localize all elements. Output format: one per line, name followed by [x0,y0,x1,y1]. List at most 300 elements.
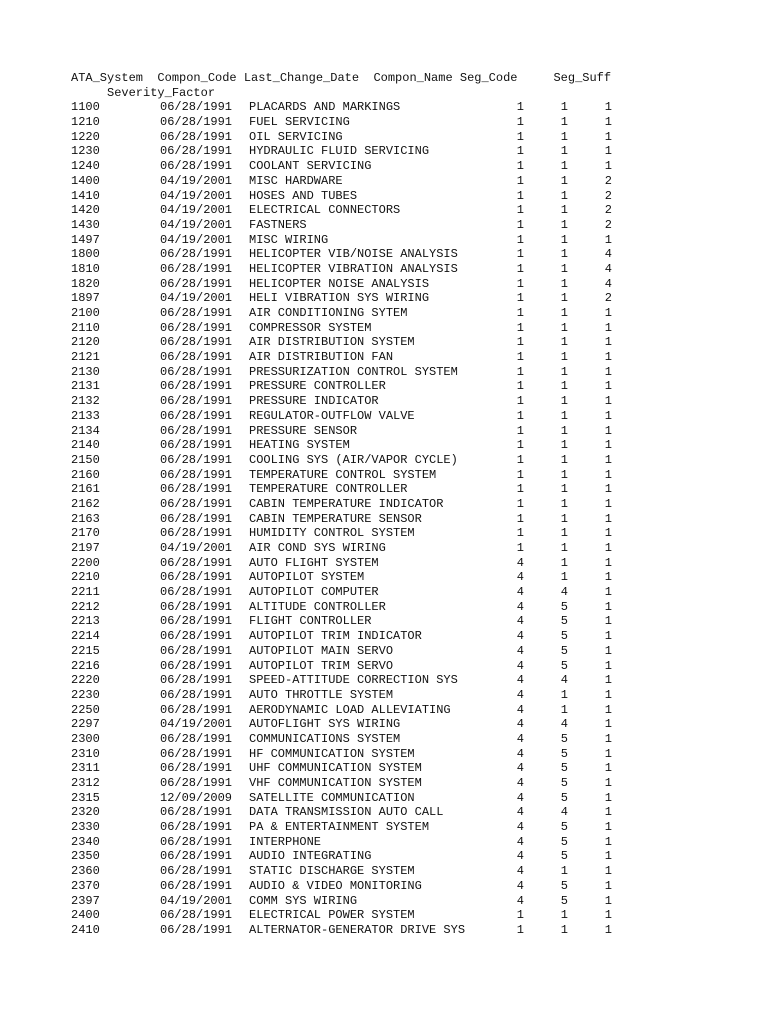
table-row [71,174,611,189]
seg-code-cell: 4 [516,585,524,600]
last-change-date-cell: 06/28/1991 [160,820,233,835]
table-row [71,379,611,394]
compon-name-cell: PRESSURE SENSOR [249,423,358,438]
last-change-date-cell: 06/28/1991 [160,878,233,893]
table-row [71,424,611,439]
document-page [71,71,611,938]
severity-factor-cell: 1 [604,687,612,702]
ata-system-cell: 2130 [71,364,100,379]
ata-system-cell: 2300 [71,731,100,746]
seg-code-cell: 1 [516,364,524,379]
seg-code-cell: 1 [516,922,524,937]
seg-suff-cell: 5 [560,790,568,805]
ata-system-cell: 2161 [71,482,100,497]
last-change-date-cell: 06/28/1991 [160,599,233,614]
ata-system-cell: 2216 [71,658,100,673]
last-change-date-cell: 06/28/1991 [160,731,233,746]
seg-suff-cell: 1 [560,144,568,159]
compon-name-cell: AERODYNAMIC LOAD ALLEVIATING [249,702,451,717]
seg-suff-cell: 5 [560,643,568,658]
seg-suff-cell: 1 [560,276,568,291]
seg-code-cell: 4 [516,555,524,570]
column-header-line-2: Severity_Factor [71,85,216,100]
seg-code-cell: 1 [516,100,524,115]
compon-name-cell: COMPRESSOR SYSTEM [249,320,372,335]
compon-name-cell: AUTOPILOT SYSTEM [249,570,365,585]
ata-system-cell: 1800 [71,247,100,262]
last-change-date-cell: 06/28/1991 [160,496,233,511]
severity-factor-cell: 1 [604,159,612,174]
ata-system-cell: 2215 [71,643,100,658]
seg-code-cell: 1 [516,173,524,188]
compon-name-cell: PA & ENTERTAINMENT SYSTEM [249,820,430,835]
severity-factor-cell: 1 [604,423,612,438]
compon-name-cell: HELICOPTER NOISE ANALYSIS [249,276,430,291]
seg-suff-cell: 1 [560,511,568,526]
seg-code-cell: 4 [516,673,524,688]
last-change-date-cell: 06/28/1991 [160,658,233,673]
seg-suff-cell: 1 [560,188,568,203]
last-change-date-cell: 04/19/2001 [160,893,233,908]
ata-system-cell: 1897 [71,291,100,306]
last-change-date-cell: 06/28/1991 [160,746,233,761]
table-row [71,365,611,380]
table-row [71,203,611,218]
severity-factor-cell: 1 [604,834,612,849]
compon-name-cell: TEMPERATURE CONTROLLER [249,482,408,497]
seg-suff-cell: 5 [560,731,568,746]
table-row [71,761,611,776]
seg-code-cell: 1 [516,496,524,511]
last-change-date-cell: 06/28/1991 [160,687,233,702]
table-row [71,585,611,600]
compon-name-cell: PLACARDS AND MARKINGS [249,100,401,115]
compon-name-cell: HYDRAULIC FLUID SERVICING [249,144,430,159]
last-change-date-cell: 04/19/2001 [160,232,233,247]
ata-system-cell: 2160 [71,467,100,482]
table-row [71,791,611,806]
seg-code-cell: 1 [516,350,524,365]
severity-factor-cell: 1 [604,232,612,247]
ata-system-cell: 2310 [71,746,100,761]
ata-system-cell: 2170 [71,526,100,541]
seg-code-cell: 4 [516,746,524,761]
ata-system-cell: 2131 [71,379,100,394]
compon-name-cell: PRESSURE INDICATOR [249,394,379,409]
ata-system-cell: 1210 [71,115,100,130]
table-row [71,644,611,659]
table-row [71,306,611,321]
last-change-date-cell: 06/28/1991 [160,467,233,482]
table-row [71,394,611,409]
ata-system-cell: 2214 [71,629,100,644]
ata-system-cell: 2150 [71,452,100,467]
seg-suff-cell: 1 [560,291,568,306]
table-row [71,497,611,512]
severity-factor-cell: 1 [604,129,612,144]
table-row [71,321,611,336]
ata-system-cell: 1220 [71,129,100,144]
table-row [71,350,611,365]
compon-name-cell: AUTOPILOT MAIN SERVO [249,643,394,658]
last-change-date-cell: 06/28/1991 [160,702,233,717]
seg-code-cell: 1 [516,467,524,482]
seg-code-cell: 1 [516,217,524,232]
last-change-date-cell: 04/19/2001 [160,188,233,203]
severity-factor-cell: 1 [604,144,612,159]
seg-code-cell: 1 [516,335,524,350]
ata-system-cell: 2360 [71,864,100,879]
table-row [71,409,611,424]
seg-code-cell: 4 [516,805,524,820]
last-change-date-cell: 06/28/1991 [160,643,233,658]
seg-code-cell: 1 [516,276,524,291]
last-change-date-cell: 06/28/1991 [160,849,233,864]
ata-system-cell: 2350 [71,849,100,864]
table-row [71,541,611,556]
severity-factor-cell: 1 [604,364,612,379]
severity-factor-cell: 1 [604,643,612,658]
ata-system-cell: 2120 [71,335,100,350]
last-change-date-cell: 06/28/1991 [160,629,233,644]
compon-name-cell: REGULATOR-OUTFLOW VALVE [249,408,415,423]
ata-system-cell: 1820 [71,276,100,291]
seg-code-cell: 1 [516,232,524,247]
compon-name-cell: AIR DISTRIBUTION FAN [249,350,394,365]
table-row [71,189,611,204]
table-row [71,468,611,483]
severity-factor-cell: 1 [604,482,612,497]
seg-suff-cell: 5 [560,614,568,629]
seg-suff-cell: 5 [560,746,568,761]
severity-factor-cell: 2 [604,217,612,232]
ata-system-cell: 1400 [71,173,100,188]
severity-factor-cell: 4 [604,247,612,262]
table-row [71,879,611,894]
table-row [71,526,611,541]
severity-factor-cell: 1 [604,599,612,614]
seg-code-cell: 1 [516,247,524,262]
ata-system-cell: 2311 [71,761,100,776]
seg-suff-cell: 5 [560,849,568,864]
compon-name-cell: HELICOPTER VIB/NOISE ANALYSIS [249,247,458,262]
last-change-date-cell: 06/28/1991 [160,129,233,144]
table-row [71,673,611,688]
seg-suff-cell: 1 [560,922,568,937]
ata-system-cell: 1100 [71,100,100,115]
seg-code-cell: 1 [516,408,524,423]
seg-suff-cell: 1 [560,452,568,467]
seg-code-cell: 4 [516,790,524,805]
compon-name-cell: SATELLITE COMMUNICATION [249,790,415,805]
severity-factor-cell: 2 [604,173,612,188]
seg-suff-cell: 4 [560,585,568,600]
seg-code-cell: 1 [516,291,524,306]
last-change-date-cell: 06/28/1991 [160,247,233,262]
table-row [71,233,611,248]
severity-factor-cell: 1 [604,511,612,526]
ata-system-cell: 2220 [71,673,100,688]
compon-name-cell: AUTO THROTTLE SYSTEM [249,687,394,702]
compon-name-cell: COMM SYS WIRING [249,893,358,908]
severity-factor-cell: 1 [604,306,612,320]
seg-code-cell: 4 [516,893,524,908]
last-change-date-cell: 04/19/2001 [160,291,233,306]
ata-system-cell: 2230 [71,687,100,702]
seg-suff-cell: 1 [560,423,568,438]
ata-system-cell: 2330 [71,820,100,835]
compon-name-cell: AUDIO INTEGRATING [249,849,372,864]
seg-code-cell: 1 [516,203,524,218]
seg-suff-cell: 1 [560,159,568,174]
compon-name-cell: UHF COMMUNICATION SYSTEM [249,761,422,776]
severity-factor-cell: 1 [604,820,612,835]
severity-factor-cell: 1 [604,335,612,350]
seg-suff-cell: 1 [560,232,568,247]
compon-name-cell: HOSES AND TUBES [249,188,358,203]
severity-factor-cell: 1 [604,746,612,761]
severity-factor-cell: 1 [604,614,612,629]
last-change-date-cell: 06/28/1991 [160,159,233,174]
seg-suff-cell: 5 [560,761,568,776]
compon-name-cell: PRESSURIZATION CONTROL SYSTEM [249,364,458,379]
last-change-date-cell: 06/28/1991 [160,364,233,379]
severity-factor-cell: 1 [604,320,612,335]
last-change-date-cell: 06/28/1991 [160,805,233,820]
table-row [71,776,611,791]
table-row [71,849,611,864]
seg-code-cell: 4 [516,864,524,879]
seg-suff-cell: 4 [560,717,568,732]
severity-factor-cell: 1 [604,541,612,555]
severity-factor-cell: 1 [604,893,612,908]
compon-name-cell: STATIC DISCHARGE SYSTEM [249,864,415,879]
ata-system-cell: 2211 [71,585,100,600]
compon-name-cell: AUTO FLIGHT SYSTEM [249,555,379,570]
seg-code-cell: 1 [516,320,524,335]
last-change-date-cell: 04/19/2001 [160,217,233,232]
seg-code-cell: 1 [516,452,524,467]
seg-suff-cell: 1 [560,364,568,379]
severity-factor-cell: 1 [604,849,612,864]
compon-name-cell: FLIGHT CONTROLLER [249,614,372,629]
last-change-date-cell: 06/28/1991 [160,276,233,291]
last-change-date-cell: 06/28/1991 [160,614,233,629]
severity-factor-cell: 1 [604,408,612,423]
table-row [71,864,611,879]
table-row [71,438,611,453]
compon-name-cell: ALTITUDE CONTROLLER [249,599,386,614]
last-change-date-cell: 04/19/2001 [160,717,233,732]
table-row [71,291,611,306]
table-row [71,144,611,159]
severity-factor-cell: 1 [604,467,612,482]
table-row [71,717,611,732]
last-change-date-cell: 06/28/1991 [160,908,233,923]
table-row [71,805,611,820]
severity-factor-cell: 1 [604,761,612,776]
severity-factor-cell: 1 [604,570,612,585]
table-row [71,100,611,115]
seg-code-cell: 4 [516,643,524,658]
compon-name-cell: OIL SERVICING [249,129,343,144]
table-row [71,908,611,923]
ata-system-cell: 2100 [71,306,100,320]
seg-suff-cell: 1 [560,100,568,115]
severity-factor-cell: 2 [604,188,612,203]
ata-system-cell: 2212 [71,599,100,614]
compon-name-cell: HEATING SYSTEM [249,438,350,453]
table-row [71,600,611,615]
ata-system-cell: 1230 [71,144,100,159]
seg-code-cell: 4 [516,849,524,864]
seg-code-cell: 4 [516,614,524,629]
last-change-date-cell: 06/28/1991 [160,306,233,320]
compon-name-cell: AUDIO & VIDEO MONITORING [249,878,422,893]
last-change-date-cell: 06/28/1991 [160,585,233,600]
table-row [71,747,611,762]
severity-factor-cell: 1 [604,776,612,790]
last-change-date-cell: 06/28/1991 [160,673,233,688]
table-row [71,835,611,850]
compon-name-cell: CABIN TEMPERATURE SENSOR [249,511,422,526]
ata-system-cell: 1497 [71,232,100,247]
seg-suff-cell: 1 [560,379,568,394]
compon-name-cell: MISC HARDWARE [249,173,343,188]
seg-suff-cell: 1 [560,438,568,453]
compon-name-cell: CABIN TEMPERATURE INDICATOR [249,496,444,511]
last-change-date-cell: 06/28/1991 [160,864,233,879]
severity-factor-cell: 1 [604,702,612,717]
last-change-date-cell: 06/28/1991 [160,100,233,115]
seg-suff-cell: 1 [560,702,568,717]
ata-system-cell: 2320 [71,805,100,820]
compon-name-cell: TEMPERATURE CONTROL SYSTEM [249,467,437,482]
table-row [71,335,611,350]
table-row [71,159,611,174]
table-row [71,556,611,571]
last-change-date-cell: 06/28/1991 [160,115,233,130]
table-row [71,570,611,585]
ata-system-cell: 2163 [71,511,100,526]
severity-factor-cell: 1 [604,908,612,923]
ata-system-cell: 1410 [71,188,100,203]
last-change-date-cell: 06/28/1991 [160,394,233,409]
seg-suff-cell: 5 [560,599,568,614]
seg-code-cell: 4 [516,834,524,849]
severity-factor-cell: 1 [604,350,612,365]
seg-suff-cell: 1 [560,908,568,923]
last-change-date-cell: 06/28/1991 [160,350,233,365]
last-change-date-cell: 06/28/1991 [160,423,233,438]
seg-suff-cell: 1 [560,115,568,130]
last-change-date-cell: 06/28/1991 [160,570,233,585]
compon-name-cell: AIR CONDITIONING SYTEM [249,306,408,320]
seg-suff-cell: 1 [560,173,568,188]
compon-name-cell: COOLING SYS (AIR/VAPOR CYCLE) [249,452,458,467]
compon-name-cell: FASTNERS [249,217,307,232]
last-change-date-cell: 06/28/1991 [160,452,233,467]
seg-suff-cell: 4 [560,673,568,688]
seg-suff-cell: 1 [560,217,568,232]
compon-name-cell: MISC WIRING [249,232,329,247]
table-row [71,247,611,262]
last-change-date-cell: 06/28/1991 [160,144,233,159]
severity-factor-cell: 1 [604,585,612,600]
seg-code-cell: 4 [516,658,524,673]
seg-code-cell: 1 [516,144,524,159]
ata-system-cell: 2213 [71,614,100,629]
last-change-date-cell: 06/28/1991 [160,511,233,526]
seg-suff-cell: 1 [560,350,568,365]
last-change-date-cell: 06/28/1991 [160,335,233,350]
compon-name-cell: PRESSURE CONTROLLER [249,379,386,394]
last-change-date-cell: 06/28/1991 [160,526,233,541]
table-row [71,277,611,292]
compon-name-cell: AIR DISTRIBUTION SYSTEM [249,335,415,350]
severity-factor-cell: 1 [604,878,612,893]
seg-code-cell: 4 [516,702,524,717]
ata-system-cell: 2210 [71,570,100,585]
seg-code-cell: 1 [516,423,524,438]
seg-code-cell: 1 [516,261,524,276]
compon-name-cell: HELI VIBRATION SYS WIRING [249,291,430,306]
compon-name-cell: DATA TRANSMISSION AUTO CALL [249,805,444,820]
last-change-date-cell: 04/19/2001 [160,173,233,188]
ata-system-cell: 1420 [71,203,100,218]
seg-code-cell: 1 [516,159,524,174]
seg-suff-cell: 1 [560,687,568,702]
compon-name-cell: COMMUNICATIONS SYSTEM [249,731,401,746]
table-row [71,262,611,277]
ata-system-cell: 2340 [71,834,100,849]
last-change-date-cell: 04/19/2001 [160,541,233,555]
seg-suff-cell: 5 [560,820,568,835]
table-row [71,629,611,644]
last-change-date-cell: 06/28/1991 [160,408,233,423]
seg-code-cell: 4 [516,776,524,790]
compon-name-cell: SPEED-ATTITUDE CORRECTION SYS [249,673,458,688]
last-change-date-cell: 06/28/1991 [160,776,233,790]
seg-code-cell: 4 [516,820,524,835]
seg-suff-cell: 1 [560,482,568,497]
compon-name-cell: AIR COND SYS WIRING [249,541,386,555]
severity-factor-cell: 1 [604,717,612,732]
table-row [71,115,611,130]
seg-code-cell: 4 [516,629,524,644]
compon-name-cell: ELECTRICAL POWER SYSTEM [249,908,415,923]
seg-suff-cell: 5 [560,776,568,790]
compon-name-cell: FUEL SERVICING [249,115,350,130]
table-row [71,453,611,468]
severity-factor-cell: 1 [604,496,612,511]
compon-name-cell: HF COMMUNICATION SYSTEM [249,746,415,761]
last-change-date-cell: 12/09/2009 [160,790,233,805]
compon-name-cell: AUTOFLIGHT SYS WIRING [249,717,401,732]
seg-suff-cell: 4 [560,805,568,820]
table-row [71,703,611,718]
seg-code-cell: 1 [516,511,524,526]
compon-name-cell: AUTOPILOT TRIM INDICATOR [249,629,422,644]
seg-suff-cell: 5 [560,834,568,849]
ata-system-cell: 1810 [71,261,100,276]
ata-system-cell: 2110 [71,320,100,335]
severity-factor-cell: 1 [604,379,612,394]
last-change-date-cell: 06/28/1991 [160,834,233,849]
last-change-date-cell: 06/28/1991 [160,555,233,570]
severity-factor-cell: 1 [604,658,612,673]
seg-suff-cell: 1 [560,541,568,555]
